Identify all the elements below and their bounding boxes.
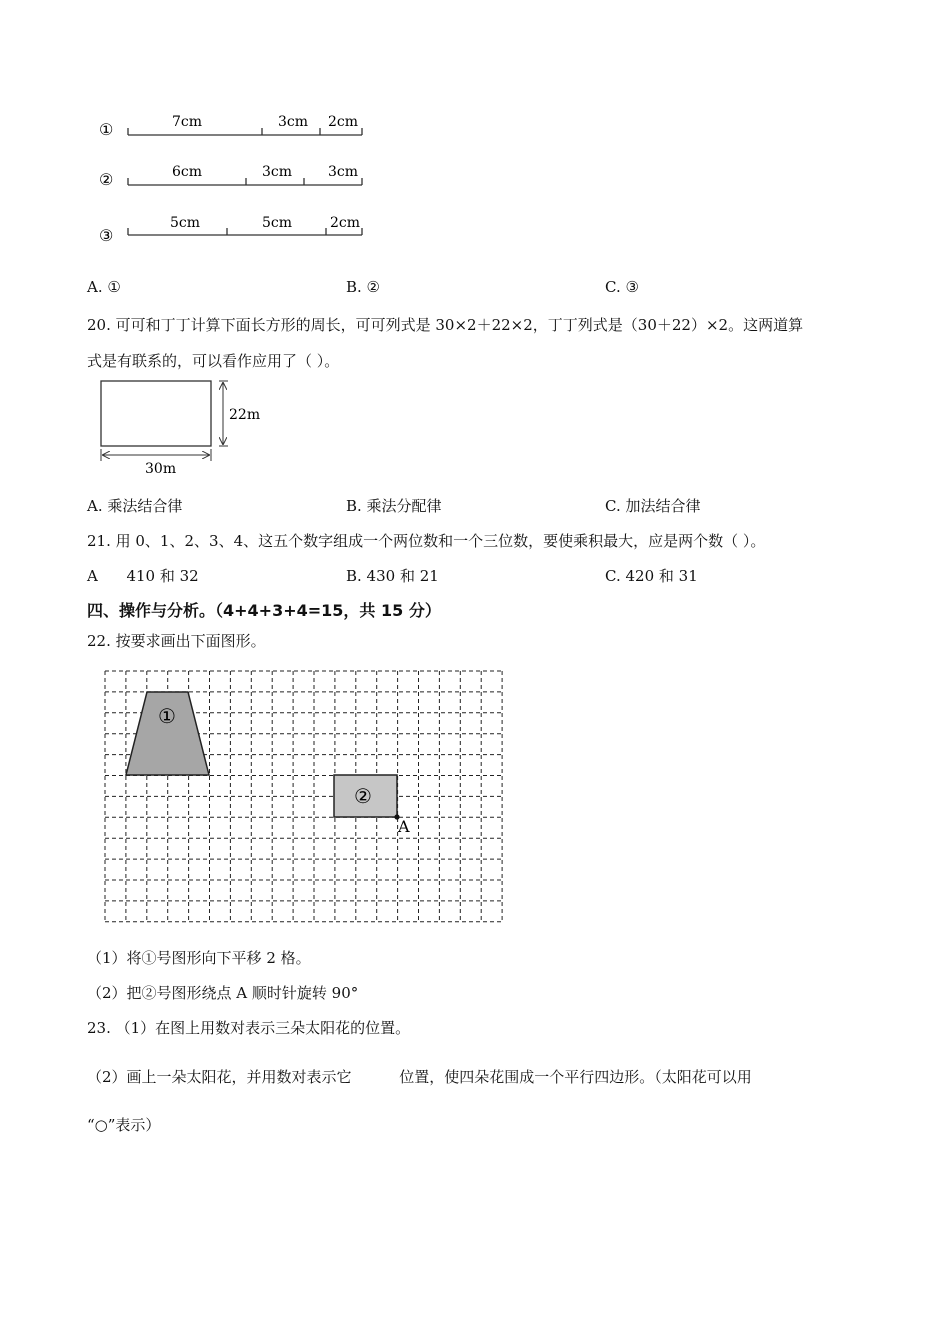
- row1-seg2: 3cm: [278, 114, 309, 130]
- q22-grid-figure: [100, 668, 510, 930]
- section-four-heading: 四、操作与分析。（4+4+3+4=15，共 15 分）: [87, 601, 441, 620]
- q23-sub2: （2）画上一朵太阳花，并用数对表示它 位置，使四朵花围成一个平行四边形。（太阳花可以用: [87, 1068, 752, 1086]
- shape-2-label: ②: [354, 784, 372, 808]
- row1-seg3: 2cm: [328, 114, 359, 130]
- q19-option-a[interactable]: A. ①: [87, 278, 121, 296]
- q21-option-b[interactable]: B. 430 和 21: [346, 567, 439, 585]
- row3-seg1: 5cm: [170, 215, 201, 231]
- q19-segment-figure: [90, 105, 390, 255]
- q20-text-line2: 式是有联系的，可以看作应用了（ ）。: [87, 352, 340, 370]
- q23-sub1: 23. （1）在图上用数对表示三朵太阳花的位置。: [87, 1019, 411, 1037]
- q22-sub2: （2）把②号图形绕点 A 顺时针旋转 90°: [87, 984, 359, 1002]
- q20-option-b[interactable]: B. 乘法分配律: [346, 497, 442, 515]
- q20-rectangle-figure: [90, 375, 280, 480]
- row1-seg1: 7cm: [172, 114, 203, 130]
- q20-option-a[interactable]: A. 乘法结合律: [87, 497, 183, 515]
- q21-option-c[interactable]: C. 420 和 31: [605, 567, 698, 585]
- q22-sub1: （1）将①号图形向下平移 2 格。: [87, 949, 311, 967]
- row3-seg3: 2cm: [330, 215, 361, 231]
- row3-label: ③: [99, 226, 114, 245]
- row2-label: ②: [99, 170, 114, 189]
- q19-option-b[interactable]: B. ②: [346, 278, 381, 296]
- q21-option-a[interactable]: A 410 和 32: [87, 567, 199, 585]
- q21-text: 21. 用 0、1、2、3、4、这五个数字组成一个两位数和一个三位数，要使乘积最大，应是两个数（ ）。: [87, 532, 766, 550]
- q20-option-c[interactable]: C. 加法结合律: [605, 497, 701, 515]
- row1-label: ①: [99, 120, 114, 139]
- q20-width-label: 30m: [145, 461, 177, 477]
- q20-text-line1: 20. 可可和丁丁计算下面长方形的周长，可可列式是 30×2＋22×2，丁丁列式是（30＋22）×2。这两道算: [87, 316, 804, 334]
- q20-height-label: 22m: [229, 407, 261, 423]
- row3-seg2: 5cm: [262, 215, 293, 231]
- q22-text: 22. 按要求画出下面图形。: [87, 632, 266, 650]
- q23-sub2-continued: “○”表示）: [87, 1116, 161, 1134]
- q19-option-c[interactable]: C. ③: [605, 278, 639, 296]
- row2-seg1: 6cm: [172, 164, 203, 180]
- point-a-label: A: [398, 817, 410, 836]
- row2-seg3: 3cm: [328, 164, 359, 180]
- shape-1-label: ①: [158, 704, 176, 728]
- row2-seg2: 3cm: [262, 164, 293, 180]
